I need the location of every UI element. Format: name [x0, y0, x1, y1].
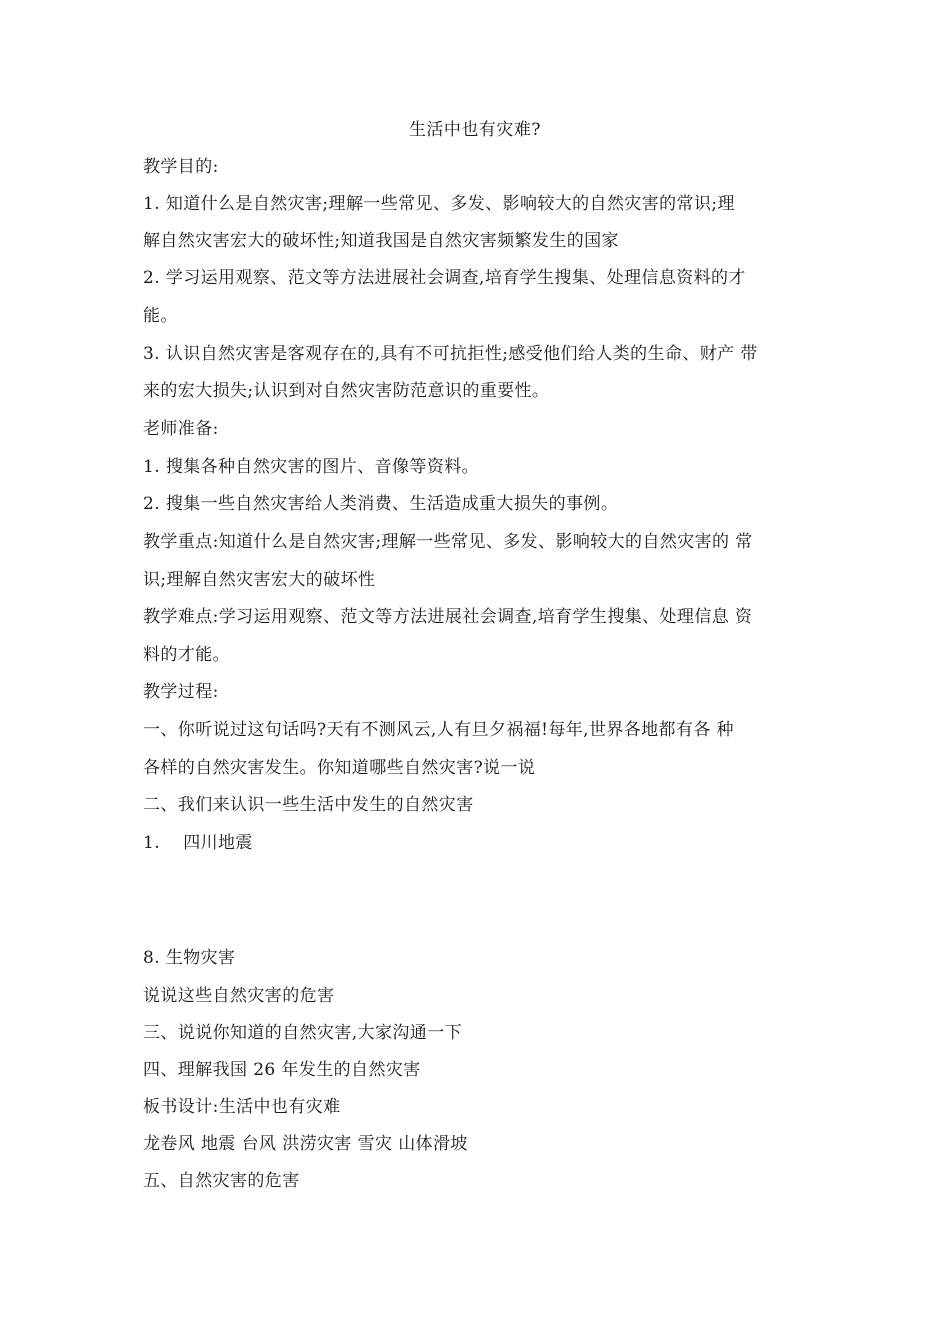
paragraph-line: 3. 认识自然灾害是客观存在的,具有不可抗拒性;感受他们给人类的生命、财产 带 [143, 344, 758, 364]
paragraph-line: 料的才能。 [143, 645, 230, 665]
paragraph-line: 能。 [143, 306, 178, 326]
paragraph-line: 2. 学习运用观察、范文等方法进展社会调查,培育学生搜集、处理信息资料的才 [143, 268, 746, 288]
paragraph-line: 二、我们来认识一些生活中发生的自然灾害 [143, 795, 474, 815]
paragraph-line: 五、自然灾害的危害 [143, 1171, 300, 1191]
paragraph-line: 1. 搜集各种自然灾害的图片、音像等资料。 [143, 457, 480, 477]
heading-teaching-goals: 教学目的: [143, 157, 219, 177]
document-title: 生活中也有灾难? [408, 120, 542, 140]
paragraph-line: 解自然灾害宏大的破坏性;知道我国是自然灾害频繁发生的国家 [143, 231, 619, 251]
heading-teaching-process: 教学过程: [143, 682, 219, 702]
paragraph-line: 教学难点:学习运用观察、范文等方法进展社会调查,培育学生搜集、处理信息 资 [143, 607, 753, 627]
list-item: 1. 四川地震 [143, 833, 253, 853]
list-item: 8. 生物灾害 [143, 948, 236, 968]
paragraph-line: 教学重点:知道什么是自然灾害;理解一些常见、多发、影响较大的自然灾害的 常 [143, 532, 753, 552]
paragraph-line: 识;理解自然灾害宏大的破坏性 [143, 570, 376, 590]
paragraph-line: 龙卷风 地震 台风 洪涝灾害 雪灾 山体滑坡 [143, 1134, 468, 1154]
paragraph-line: 2. 搜集一些自然灾害给人类消费、生活造成重大损失的事例。 [143, 494, 619, 514]
paragraph-line: 一、你听说过这句话吗?天有不测风云,人有旦夕祸福!每年,世界各地都有各 种 [143, 720, 734, 740]
paragraph-line: 来的宏大损失;认识到对自然灾害防范意识的重要性。 [143, 381, 550, 401]
heading-teacher-prep: 老师准备: [143, 419, 219, 439]
paragraph-line: 说说这些自然灾害的危害 [143, 986, 335, 1006]
paragraph-line: 各样的自然灾害发生。你知道哪些自然灾害?说一说 [143, 758, 536, 778]
paragraph-line: 板书设计:生活中也有灾难 [143, 1097, 341, 1117]
paragraph-line: 四、理解我国 26 年发生的自然灾害 [143, 1060, 421, 1080]
paragraph-line: 三、说说你知道的自然灾害,大家沟通一下 [143, 1023, 463, 1043]
paragraph-line: 1. 知道什么是自然灾害;理解一些常见、多发、影响较大的自然灾害的常识;理 [143, 194, 735, 214]
